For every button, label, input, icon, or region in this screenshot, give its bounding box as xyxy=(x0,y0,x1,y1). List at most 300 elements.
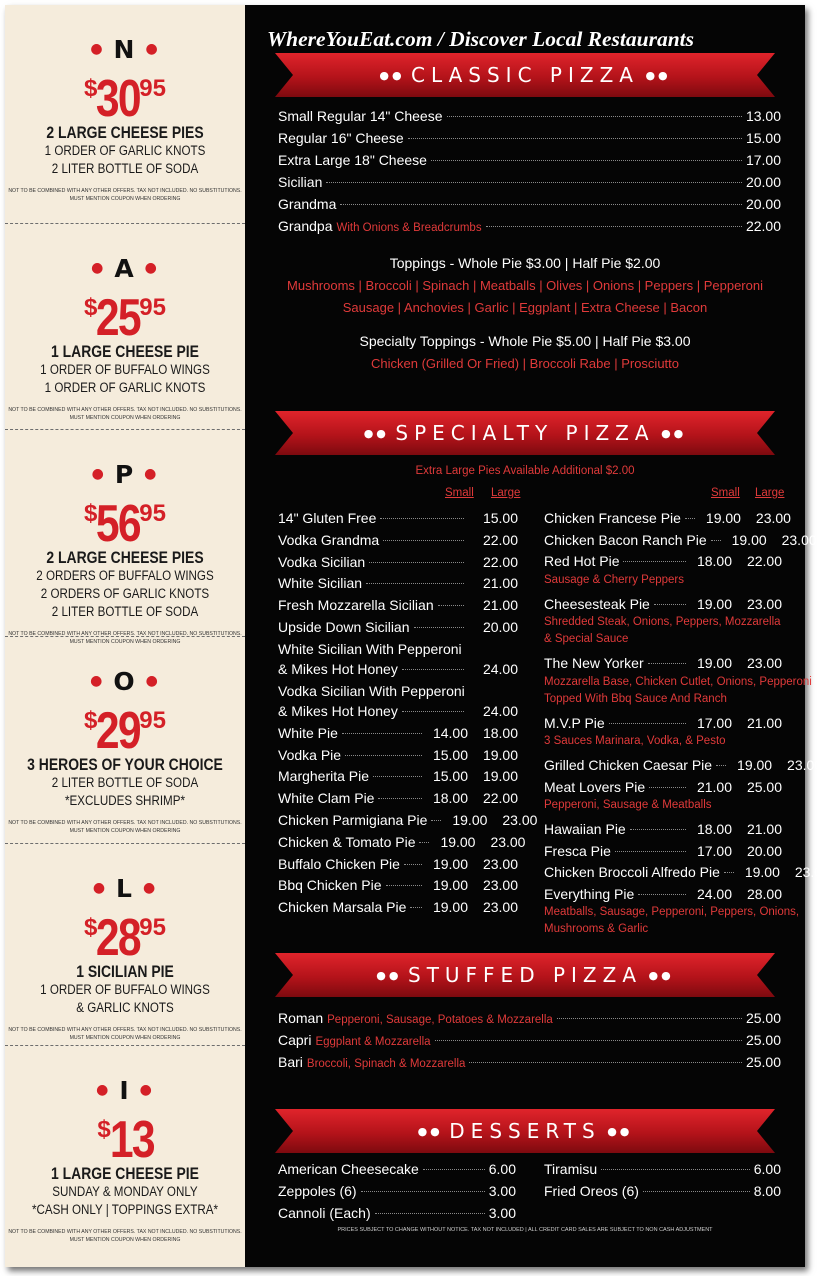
dot-icon: ● xyxy=(91,466,106,482)
banner-title xyxy=(275,953,775,997)
item-large-price: 23.00 xyxy=(502,812,538,828)
menu-item[interactable] xyxy=(278,573,518,593)
item-name-line: Vodka Sicilian With Pepperoni xyxy=(278,682,465,699)
item-name-text: Vodka Pie xyxy=(278,746,342,763)
dot-leader xyxy=(408,138,742,139)
menu-item[interactable] xyxy=(544,841,782,861)
price-currency: $ xyxy=(97,1116,111,1143)
menu-item[interactable] xyxy=(278,508,518,528)
item-name xyxy=(544,508,681,528)
item-name xyxy=(544,755,712,775)
coupon-fine-print xyxy=(5,1228,245,1244)
dot-leader xyxy=(685,518,695,519)
price-dollars: 13 xyxy=(109,1111,154,1169)
item-name-text: Chicken Broccoli Alfredo Pie xyxy=(544,864,720,880)
item-name xyxy=(278,810,427,830)
menu-item[interactable] xyxy=(278,552,518,572)
item-name xyxy=(544,862,720,882)
coupon-letter xyxy=(5,254,245,282)
menu-item[interactable] xyxy=(544,551,782,571)
dot-icon: ● xyxy=(139,1082,154,1098)
dot-icon: ● xyxy=(91,260,106,276)
coupon-detail-line: 2 LITER BOTTLE OF SODA xyxy=(51,161,199,176)
coupon-a[interactable] xyxy=(5,223,245,429)
site-title[interactable]: WhereYouEat.com / Discover Local Restaurants xyxy=(267,27,695,51)
dot-leader xyxy=(404,864,422,865)
specialty-pizza-banner xyxy=(275,411,775,455)
item-price: 20.00 xyxy=(745,174,781,190)
item-price: 3.00 xyxy=(488,1183,516,1199)
item-small-price: 14.00 xyxy=(432,724,468,741)
dot-leader xyxy=(402,669,464,670)
item-name xyxy=(544,1181,639,1201)
price-dollars: 30 xyxy=(96,70,141,128)
item-small-price: 17.00 xyxy=(696,714,732,731)
coupon-n[interactable] xyxy=(5,5,245,223)
stuffed-pizza-banner xyxy=(275,953,775,997)
item-large-price: 20.00 xyxy=(482,619,518,635)
menu-item[interactable] xyxy=(544,594,782,614)
item-large-price: 21.00 xyxy=(746,714,782,731)
item-price: 6.00 xyxy=(488,1161,516,1177)
item-name xyxy=(278,106,443,126)
toppings-header: Toppings - Whole Pie $3.00 | Half Pie $2.00 xyxy=(389,255,661,271)
dot-leader xyxy=(375,1213,485,1214)
item-large-price: 22.00 xyxy=(482,531,518,548)
dot-leader xyxy=(369,562,464,563)
coupon-p[interactable] xyxy=(5,429,245,645)
coupon-i[interactable] xyxy=(5,1045,245,1267)
menu-item[interactable] xyxy=(278,194,781,214)
item-name-text: Chicken Parmigiana Pie xyxy=(278,812,428,828)
price-cents: 95 xyxy=(139,294,166,321)
item-description: Mushrooms & Garlic xyxy=(544,923,649,935)
dot-leader xyxy=(431,160,742,161)
banner-title-text: STUFFED PIZZA xyxy=(408,963,642,987)
coupon-price xyxy=(5,63,245,128)
menu-item[interactable] xyxy=(544,1181,781,1201)
specialty-toppings-list: Chicken (Grilled Or Fried) | Broccoli Rabe | Prosciutto xyxy=(370,356,679,371)
menu-item[interactable] xyxy=(278,1181,516,1201)
coupon-detail-line: 2 ORDERS OF GARLIC KNOTS xyxy=(40,586,210,601)
coupon-o[interactable] xyxy=(5,636,245,843)
coupon-price xyxy=(5,902,245,967)
item-large-price: 24.00 xyxy=(482,660,518,677)
item-name-text: Fried Oreos (6) xyxy=(544,1183,639,1199)
price-dollars: 28 xyxy=(96,909,141,967)
item-large-price: 25.00 xyxy=(746,778,782,795)
item-description: 3 Sauces Marinara, Vodka, & Pesto xyxy=(544,735,726,747)
item-name-text: Chicken & Tomato Pie xyxy=(278,833,416,850)
item-name-text: Meat Lovers Pie xyxy=(544,778,646,795)
coupon-letter xyxy=(5,460,245,488)
price-currency: $ xyxy=(84,294,98,321)
dots-icon: ●● xyxy=(363,427,396,440)
dot-leader xyxy=(414,627,464,628)
dot-leader xyxy=(383,540,464,541)
item-large-price: 24.00 xyxy=(482,702,518,719)
dot-leader xyxy=(648,663,686,664)
item-name-text: Grandpa xyxy=(278,218,333,234)
price-dollars: 25 xyxy=(96,289,141,347)
column-header-large: Large xyxy=(755,487,785,499)
coupon-headline: 2 LARGE CHEESE PIES xyxy=(46,548,204,567)
price-currency: $ xyxy=(84,500,98,527)
item-description: With Onions & Breadcrumbs xyxy=(336,222,482,234)
item-name xyxy=(278,854,400,874)
item-price: 6.00 xyxy=(753,1161,781,1177)
item-large-price: 22.00 xyxy=(746,553,782,569)
coupon-price xyxy=(5,1104,245,1169)
menu-item[interactable] xyxy=(278,854,518,874)
fine-print-line: MUST MENTION COUPON WHEN ORDERING xyxy=(69,196,181,202)
coupon-headline: 1 LARGE CHEESE PIE xyxy=(51,342,199,361)
dots-icon: ●● xyxy=(642,969,674,982)
item-name-text: Grilled Chicken Caesar Pie xyxy=(544,757,713,773)
coupon-detail-line: 2 ORDERS OF BUFFALO WINGS xyxy=(36,568,214,583)
dot-leader xyxy=(447,116,742,117)
toppings-list: Mushrooms | Broccoli | Spinach | Meatballs | Olives | Onions | Peppers | Pepperoni xyxy=(287,278,763,293)
coupon-headline: 1 SICILIAN PIE xyxy=(76,962,174,981)
item-name xyxy=(544,841,611,861)
coupon-letter-text: I xyxy=(119,1076,131,1105)
item-small-price: 24.00 xyxy=(696,885,732,902)
item-name xyxy=(278,617,410,637)
dots-icon: ●● xyxy=(417,1125,450,1138)
item-name-text: Vodka Sicilian xyxy=(278,553,366,570)
dots-icon: ●● xyxy=(376,969,408,982)
item-price: 25.00 xyxy=(745,1054,781,1070)
item-small-price: 18.00 xyxy=(696,553,732,569)
column-header-small: Small xyxy=(445,487,474,499)
item-name xyxy=(278,128,404,148)
item-name xyxy=(544,653,644,673)
item-name-text: Chicken Bacon Ranch Pie xyxy=(544,531,707,548)
menu-item[interactable] xyxy=(278,172,781,192)
coupon-headline: 3 HEROES OF YOUR CHOICE xyxy=(27,755,223,774)
dot-leader xyxy=(615,851,686,852)
column-header-small: Small xyxy=(711,487,740,499)
item-name-text: Upside Down Sicilian xyxy=(278,619,410,635)
coupon-strip xyxy=(5,5,245,1267)
item-name xyxy=(544,777,645,797)
item-name xyxy=(278,573,362,593)
item-small-price: 21.00 xyxy=(696,778,732,795)
menu-panel xyxy=(245,5,830,1267)
item-small-price: 18.00 xyxy=(432,790,468,807)
item-large-price: 20.00 xyxy=(746,842,782,859)
menu-item[interactable] xyxy=(278,723,518,743)
dot-leader xyxy=(557,1018,742,1019)
menu-item[interactable] xyxy=(278,745,518,765)
menu-item[interactable] xyxy=(544,508,791,528)
dot-leader xyxy=(373,776,422,777)
fine-print-line: MUST MENTION COUPON WHEN ORDERING xyxy=(69,1035,181,1041)
coupon-letter xyxy=(5,35,245,63)
item-name xyxy=(544,594,650,614)
menu-item[interactable] xyxy=(278,810,538,830)
item-description: Eggplant & Mozzarella xyxy=(315,1036,431,1048)
dot-leader xyxy=(649,787,686,788)
item-name-text: Buffalo Chicken Pie xyxy=(278,855,400,872)
price-currency: $ xyxy=(84,914,98,941)
item-name-text: Vodka Grandma xyxy=(278,531,380,548)
classic-pizza-banner xyxy=(275,53,775,97)
item-name-text: & Mikes Hot Honey xyxy=(278,660,398,677)
item-name-line: White Sicilian With Pepperoni xyxy=(278,640,462,657)
item-description: Meatballs, Sausage, Pepperoni, Peppers, Onions, xyxy=(544,906,800,918)
item-name-text: American Cheesecake xyxy=(278,1161,419,1177)
banner-title xyxy=(275,411,775,455)
dot-icon: ● xyxy=(145,673,160,689)
menu-item[interactable] xyxy=(544,713,782,733)
item-description: Shredded Steak, Onions, Peppers, Mozzarella xyxy=(544,616,781,628)
fine-print-line: MUST MENTION COUPON WHEN ORDERING xyxy=(69,415,181,421)
item-small-price: 19.00 xyxy=(705,510,741,526)
item-name xyxy=(544,819,626,839)
item-small-price: 19.00 xyxy=(744,864,780,880)
dot-leader xyxy=(340,204,742,205)
toppings-list: Sausage | Anchovies | Garlic | Eggplant | Extra Cheese | Bacon xyxy=(342,300,708,315)
item-name-text: The New Yorker xyxy=(544,655,644,671)
item-name xyxy=(544,884,634,904)
item-name-text: Chicken Francese Pie xyxy=(544,510,681,526)
fine-print-line: MUST MENTION COUPON WHEN ORDERING xyxy=(69,828,181,834)
item-name-text: White Clam Pie xyxy=(278,790,375,807)
extra-large-note: Extra Large Pies Available Additional $2.00 xyxy=(415,465,635,477)
fine-print-line: NOT TO BE COMBINED WITH ANY OTHER OFFERS. TAX NOT INCLUDED. NO SUBSTITUTIONS. xyxy=(8,1027,242,1033)
menu-item[interactable] xyxy=(278,1008,781,1030)
coupon-letter-text: O xyxy=(113,667,137,696)
coupon-fine-print xyxy=(5,187,245,203)
dot-leader xyxy=(366,583,464,584)
item-name xyxy=(278,1030,431,1052)
menu-item[interactable] xyxy=(278,1203,516,1223)
item-small-price: 15.00 xyxy=(432,746,468,763)
menu-item[interactable] xyxy=(544,884,782,904)
item-description: & Special Sauce xyxy=(544,633,629,645)
item-large-price: 21.00 xyxy=(482,597,518,614)
item-large-price: 15.00 xyxy=(482,510,518,526)
menu-item[interactable] xyxy=(278,595,518,615)
menu-item[interactable] xyxy=(278,128,781,148)
item-name-text: Fresca Pie xyxy=(544,842,611,859)
menu-item[interactable] xyxy=(544,1159,781,1179)
item-small-price: 19.00 xyxy=(696,655,732,671)
dots-icon: ●● xyxy=(379,69,412,82)
price-cents: 95 xyxy=(139,500,166,527)
dot-leader xyxy=(609,723,686,724)
item-name-text: Regular 16" Cheese xyxy=(278,130,404,146)
item-description: Mozzarella Base, Chicken Cutlet, Onions, Pepperoni xyxy=(544,675,812,688)
item-name xyxy=(544,1159,597,1179)
dots-icon: ●● xyxy=(600,1125,633,1138)
item-name xyxy=(278,216,482,238)
menu-sheet xyxy=(5,5,830,1267)
item-large-price: 23.00 xyxy=(490,833,526,850)
item-price: 3.00 xyxy=(488,1205,516,1221)
item-name-text: Tiramisu xyxy=(544,1161,598,1177)
item-small-price: 19.00 xyxy=(696,595,732,612)
item-name-text: Roman xyxy=(278,1010,324,1026)
menu-item[interactable] xyxy=(544,862,830,882)
dot-leader xyxy=(345,755,422,756)
item-name xyxy=(278,766,369,786)
coupon-fine-print xyxy=(5,1026,245,1042)
coupon-headline: 1 LARGE CHEESE PIE xyxy=(51,1164,199,1183)
banner-title xyxy=(275,53,775,97)
menu-item[interactable] xyxy=(278,788,518,808)
dot-leader xyxy=(423,1169,485,1170)
item-large-price: 23.00 xyxy=(746,655,782,671)
menu-item[interactable] xyxy=(278,875,518,895)
item-price: 25.00 xyxy=(745,1010,781,1026)
fine-print-line: NOT TO BE COMBINED WITH ANY OTHER OFFERS. TAX NOT INCLUDED. NO SUBSTITUTIONS. xyxy=(8,631,242,637)
menu-item[interactable] xyxy=(278,897,518,917)
item-price: 8.00 xyxy=(753,1183,781,1199)
dot-leader xyxy=(431,820,441,821)
item-price: 25.00 xyxy=(745,1032,781,1048)
menu-item[interactable] xyxy=(278,832,526,852)
dot-leader xyxy=(654,604,686,605)
coupon-l[interactable] xyxy=(5,843,245,1045)
menu-item[interactable] xyxy=(544,777,782,797)
dot-icon: ● xyxy=(90,41,105,57)
banner-title-text: DESSERTS xyxy=(449,1119,601,1143)
price-cents: 95 xyxy=(139,75,166,102)
banner-title xyxy=(275,1109,775,1153)
dot-leader xyxy=(378,798,422,799)
dot-leader xyxy=(623,561,686,562)
coupon-detail-line: 1 ORDER OF BUFFALO WINGS xyxy=(40,362,210,377)
menu-item[interactable] xyxy=(278,150,781,170)
fine-print-line: NOT TO BE COMBINED WITH ANY OTHER OFFERS. TAX NOT INCLUDED. NO SUBSTITUTIONS. xyxy=(8,407,242,413)
dot-leader xyxy=(419,842,429,843)
menu-item[interactable] xyxy=(278,216,781,238)
item-large-price: 19.00 xyxy=(482,746,518,763)
item-name-text: & Mikes Hot Honey xyxy=(278,702,398,719)
item-large-price: 19.00 xyxy=(482,768,518,785)
dots-icon: ●● xyxy=(654,427,687,440)
item-price: 17.00 xyxy=(745,152,781,168)
coupon-price xyxy=(5,695,245,760)
fine-print-line: NOT TO BE COMBINED WITH ANY OTHER OFFERS. TAX NOT INCLUDED. NO SUBSTITUTIONS. xyxy=(8,188,242,194)
menu-item[interactable] xyxy=(278,1052,781,1074)
menu-item[interactable] xyxy=(278,1159,516,1179)
item-large-price: 23.00 xyxy=(794,864,830,880)
menu-item[interactable] xyxy=(278,659,518,679)
dot-leader xyxy=(386,885,422,886)
coupon-headline: 2 LARGE CHEESE PIES xyxy=(46,123,204,142)
item-name-text: Everything Pie xyxy=(544,885,635,902)
item-name xyxy=(278,788,374,808)
dots-icon: ●● xyxy=(638,69,671,82)
menu-item[interactable] xyxy=(544,530,817,550)
item-large-price: 23.00 xyxy=(746,595,782,612)
item-small-price: 19.00 xyxy=(432,899,468,916)
price-currency: $ xyxy=(84,75,98,102)
menu-item[interactable] xyxy=(544,819,782,839)
item-large-price: 18.00 xyxy=(482,724,518,741)
specialty-toppings-header: Specialty Toppings - Whole Pie $5.00 | Half Pie $3.00 xyxy=(359,333,691,349)
item-name xyxy=(278,595,434,615)
item-name xyxy=(278,1203,371,1223)
dot-leader xyxy=(342,733,422,734)
coupon-letter-text: L xyxy=(116,874,134,903)
dot-icon: ● xyxy=(96,1082,111,1098)
menu-item[interactable] xyxy=(278,106,781,126)
item-large-price: 23.00 xyxy=(482,899,518,916)
item-small-price: 15.00 xyxy=(432,768,468,785)
item-description: Pepperoni, Sausage, Potatoes & Mozzarella xyxy=(327,1014,553,1026)
coupon-letter xyxy=(5,874,245,902)
item-price: 22.00 xyxy=(745,218,781,234)
item-price: 15.00 xyxy=(745,130,781,146)
item-price: 13.00 xyxy=(745,108,781,124)
dot-leader xyxy=(716,765,726,766)
fine-print-line: NOT TO BE COMBINED WITH ANY OTHER OFFERS. TAX NOT INCLUDED. NO SUBSTITUTIONS. xyxy=(8,820,242,826)
menu-item[interactable] xyxy=(278,530,518,550)
item-name xyxy=(278,897,406,917)
dot-leader xyxy=(438,605,464,606)
item-name-text: Sicilian xyxy=(278,174,323,190)
item-name-text: Small Regular 14" Cheese xyxy=(278,108,443,124)
coupon-fine-print xyxy=(5,819,245,835)
dot-leader xyxy=(410,907,422,908)
dot-leader xyxy=(638,894,686,895)
banner-title-text: CLASSIC PIZZA xyxy=(411,63,639,87)
coupon-detail-line: SUNDAY & MONDAY ONLY xyxy=(52,1184,198,1199)
item-small-price: 17.00 xyxy=(696,842,732,859)
item-name xyxy=(278,150,427,170)
item-name xyxy=(278,723,338,743)
menu-item[interactable] xyxy=(278,701,518,721)
item-small-price: 19.00 xyxy=(440,833,476,850)
item-name-text: Capri xyxy=(278,1032,312,1048)
item-name xyxy=(278,1159,419,1179)
item-name-text: Extra Large 18" Cheese xyxy=(278,152,427,168)
item-name-text: Cannoli (Each) xyxy=(278,1205,371,1221)
coupon-detail-line: 2 LITER BOTTLE OF SODA xyxy=(51,775,199,790)
fine-print-line: NOT TO BE COMBINED WITH ANY OTHER OFFERS. TAX NOT INCLUDED. NO SUBSTITUTIONS. xyxy=(8,1229,242,1235)
item-large-price: 22.00 xyxy=(482,553,518,570)
item-description: Sausage & Cherry Peppers xyxy=(544,573,684,586)
dot-leader xyxy=(435,1040,742,1041)
dot-leader xyxy=(402,711,464,712)
coupon-detail-line: 2 LITER BOTTLE OF SODA xyxy=(51,604,199,619)
price-cents: 95 xyxy=(139,707,166,734)
item-name-text: Cheesesteak Pie xyxy=(544,595,650,612)
menu-item[interactable] xyxy=(278,766,518,786)
desserts-banner xyxy=(275,1109,775,1153)
menu-item[interactable] xyxy=(278,1030,781,1052)
item-description: Broccoli, Spinach & Mozzarella xyxy=(306,1058,466,1070)
menu-item[interactable] xyxy=(278,617,518,637)
coupon-detail-line: 1 ORDER OF GARLIC KNOTS xyxy=(44,143,206,158)
item-price: 20.00 xyxy=(745,196,781,212)
menu-item[interactable] xyxy=(544,653,782,673)
item-name xyxy=(278,552,365,572)
item-name-text: White Pie xyxy=(278,724,338,741)
dot-leader xyxy=(724,872,734,873)
item-name xyxy=(544,713,605,733)
item-name xyxy=(278,832,415,852)
fine-print-line: MUST MENTION COUPON WHEN ORDERING xyxy=(69,639,181,645)
menu-item[interactable] xyxy=(544,755,823,775)
dot-icon: ● xyxy=(92,880,108,896)
dot-leader xyxy=(711,540,721,541)
item-name xyxy=(278,875,382,895)
